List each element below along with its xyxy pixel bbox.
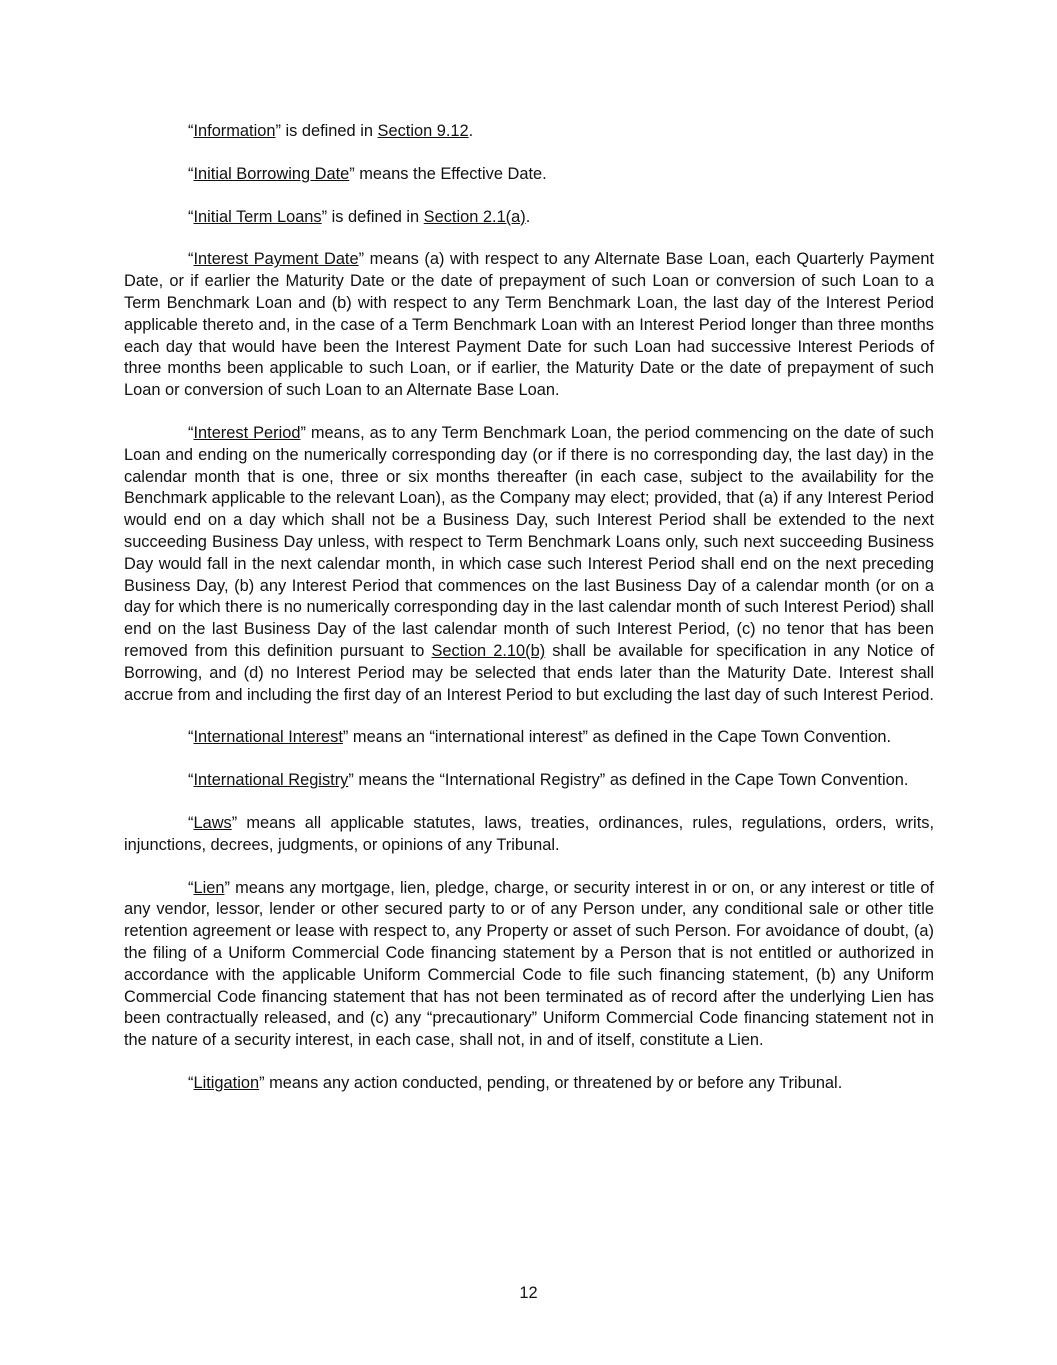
open-quote: “ [188,207,194,226]
definition-text: means any mortgage, lien, pledge, charge, or security interest in or on, or any interest or title of any vendor, lessor, lender or other secured party to or of any Person under, any conditional sale or other title retention agreement or lease with respect to, any Property or asset of such Person. For avoidance of doubt, (a) the filing of a Uniform Commercial Code financing statement by a Person that is not entitled or authorized in accordance with the applicable Uniform Commercial Code to file such financing statement, (b) any Uniform Commercial Code financing statement that has not been terminated as of record after the underlying Lien has been contractually released, and (c) any “precautionary” Uniform Commercial Code financing statement not in the nature of a security interest, in each case, shall not, in and of itself, constitute a Lien. [124,878,934,1050]
definition-text: means (a) with respect to any Alternate Base Loan, each Quarterly Payment Date, or if earlier the Maturity Date or the date of prepayment of such Loan or conversion of such Loan to a Term Benchmark Loan and (b) with respect to any Term Benchmark Loan, the last day of the Interest Period applicable thereto and, in the case of a Term Benchmark Loan with an Interest Period longer than three months each day that would have been the Interest Payment Date for such Loan had successive Interest Periods of three months been applicable to such Loan, or if earlier, the Maturity Date or the date of prepayment of such Loan or conversion of such Loan to an Alternate Base Loan. [124,250,935,400]
open-quote: “ [188,423,194,442]
definition-text-after: shall be available for specification in any Notice of Borrowing, and (d) no Interest Period may be selected that ends later than the Maturity Date. Interest shall accrue from and including the first day of an Interest Period to but excluding the last day of such Interest Period. [124,641,934,704]
definition-text: means the Effective Date. [359,164,547,183]
definition-laws [124,813,934,857]
close-quote: ” [231,813,247,832]
open-quote: “ [188,122,194,140]
close-quote: ” [259,1073,270,1092]
definition-international-registry [124,770,934,792]
open-quote: “ [188,728,194,747]
definition-litigation [124,1073,934,1095]
definition-text-after: . [525,207,531,226]
close-quote: ” [275,122,286,140]
defined-term: Interest Period [193,423,301,442]
open-quote: “ [188,164,194,183]
definition-initial-borrowing-date [124,164,934,186]
definition-international-interest [124,727,934,749]
definition-interest-payment-date [124,249,934,402]
defined-term: Lien [193,878,225,897]
definition-text-after: . [468,122,474,140]
close-quote: ” [224,878,236,897]
close-quote: ” [348,771,359,790]
document-body [124,121,934,1116]
defined-term: Initial Term Loans [193,207,322,226]
definition-text: means the “International Registry” as defined in the Cape Town Convention. [358,771,909,790]
close-quote: ” [342,728,353,747]
defined-term: International Interest [193,728,343,747]
section-reference: Section 2.10(b) [431,641,546,660]
definition-interest-period [124,423,934,706]
definition-text: is defined in [331,207,424,226]
open-quote: “ [188,771,194,790]
page-number: 12 [519,1284,538,1302]
open-quote: “ [188,813,194,832]
section-reference: Section 2.1(a) [423,207,526,226]
defined-term: International Registry [193,771,349,790]
defined-term: Information [193,122,276,140]
definition-text: means, as to any Term Benchmark Loan, the period commencing on the date of such Loan and ending on the numerically corresponding day (or if there is no corresponding day, the last day) in the calendar month that is one, three or six months thereafter (in each case, subject to the availability for the Benchmark applicable to the relevant Loan), as the Company may elect; provided, that (a) if any Interest Period would end on a day which shall not be a Business Day, such Interest Period shall be extended to the next succeeding Business Day unless, with respect to Term Benchmark Loans only, such next succeeding Business Day would fall in the next calendar month, in which case such Interest Period shall end on the next preceding Business Day, (b) any Interest Period that commences on the last Business Day of a calendar month (or on a day for which there is no numerically corresponding day in the last calendar month of such Interest Period) shall end on the last Business Day of the last calendar month of such Interest Period, (c) no tenor that has been removed from this definition pursuant to [124,423,934,660]
defined-term: Laws [193,813,232,832]
open-quote: “ [188,250,194,269]
open-quote: “ [188,1073,194,1092]
definition-initial-term-loans [124,207,934,229]
close-quote: ” [300,423,311,442]
open-quote: “ [188,878,194,897]
definition-text: means all applicable statutes, laws, treaties, ordinances, rules, regulations, orders, writs, injunctions, decrees, judgments, or opinions of any Tribunal. [124,813,934,854]
definition-information [124,121,934,143]
section-reference: Section 9.12 [377,122,469,140]
definition-lien [124,878,934,1052]
defined-term: Interest Payment Date [193,250,359,269]
close-quote: ” [358,250,370,269]
close-quote: ” [321,207,332,226]
definition-text: means any action conducted, pending, or threatened by or before any Tribunal. [269,1073,843,1092]
defined-term: Litigation [193,1073,260,1092]
definition-text: means an “international interest” as defined in the Cape Town Convention. [352,728,892,747]
definition-text: is defined in [285,122,378,140]
close-quote: ” [349,164,360,183]
defined-term: Initial Borrowing Date [193,164,350,183]
